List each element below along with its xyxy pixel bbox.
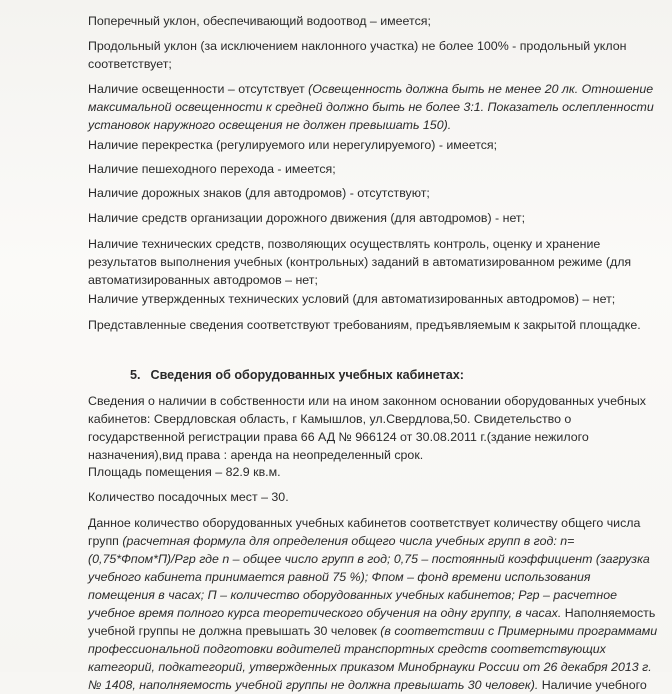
paragraph-formula [88,514,660,694]
section-number: 5. [130,368,141,382]
paragraph-conclusion: Представленные сведения соответствуют требованиям, предъявляемым к закрытой площадке. [88,318,641,332]
paragraph-intersection: Наличие перекрестка (регулируемого или нерегулируемого) - имеется; [88,138,498,152]
formula-definition: (расчетная формула для определения общего числа учебных групп в год: n=(0,75*Фпом*П)/Ргр где n – общее число групп в год; 0,75 – постоянный коэффициент (загрузка учебного кабинета принимается равной 75 %); Фпом – фонд времени использования помещения в часах; П – количество оборудованных учебных кабинетов; Ргр – расчетное учебное время полного курса теоретического обучения на одну группу, в часах. [88,534,650,620]
lighting-note: (Освещенность должна быть не менее 20 лк. Отношение максимальной освещенности к средней должно быть не более 3:1. Показатель ослепленности установок наружного освещения не должен превышать 150). [88,82,654,132]
paragraph-technical-means: Наличие технических средств, позволяющих осуществлять контроль, оценку и хранение результатов выполнения учебных (контрольных) заданий в автоматизированном режиме (для автоматизированных автодромов – нет; [88,237,632,287]
section-title: Сведения об оборудованных учебных кабинетах: [150,368,464,382]
paragraph-longitudinal-slope: Продольный уклон (за исключением наклонного участка) не более 100% - продольный уклон соответствует; [88,39,627,71]
paragraph-pedestrian-crossing: Наличие пешеходного перехода - имеется; [88,162,336,176]
paragraph-cross-slope: Поперечный уклон, обеспечивающий водоотвод – имеется; [88,14,431,28]
paragraph-traffic-control: Наличие средств организации дорожного движения (для автодромов) - нет; [88,211,526,225]
section-heading [130,366,464,384]
paragraph-seats: Количество посадочных мест – 30. [88,490,289,504]
paragraph-area: Площадь помещения – 82.9 кв.м. [88,465,281,479]
group-size-text: Наполняемость учебной группы не должна превышать 30 человек [88,606,656,638]
paragraph-lighting [88,80,660,134]
lighting-text: Наличие освещенности – отсутствует [88,82,309,96]
paragraph-road-signs: Наличие дорожных знаков (для автодромов) - отсутствуют; [88,186,430,200]
formula-intro: Данное количество оборудованных учебных кабинетов соответствует количеству общего числа групп [88,516,641,548]
paragraph-technical-conditions: Наличие утвержденных технических условий (для автоматизированных автодромов) – нет; [88,292,616,306]
formula-continuation: Наличие учебного [538,678,647,692]
paragraph-ownership: Сведения о наличии в собственности или на ином законном основании оборудованных учебных кабинетов: Свердловская область, г Камышлов, ул.Свердлова,50. Свидетельство о государственной регистрации права 66 АД № 966124 от 30.08.2011 г.(здание нежилого назначения),вид права : аренда на неопределенный срок. [88,394,646,462]
group-size-reference: (в соответствии с Примерными программами профессиональной подготовки водителей транспортных средств соответствующих категорий, подкатегорий, утвержденных приказом Минобрнауки России от 26 декабря 2013 г. № 1408, наполняемость учебной группы не должна превышать 30 человек). [88,624,658,692]
